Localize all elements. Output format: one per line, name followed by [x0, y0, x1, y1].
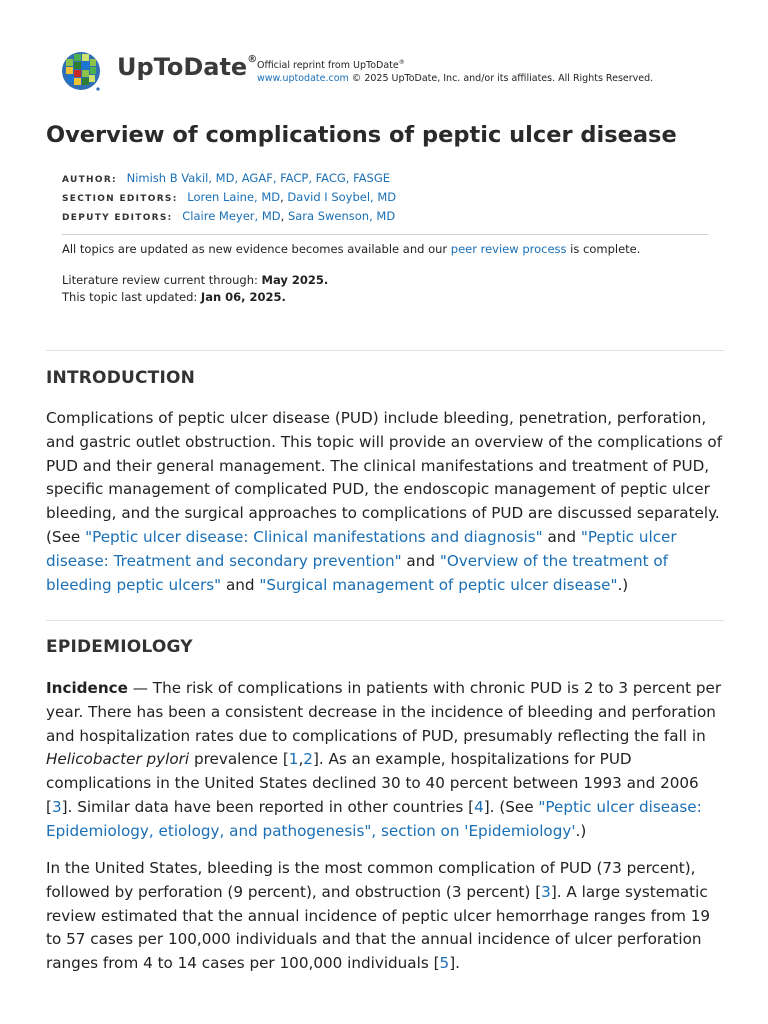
xref-link[interactable]: "Surgical management of peptic ulcer disease" [259, 575, 618, 594]
section-editor-link[interactable]: David I Soybel, MD [287, 190, 397, 204]
complication-rates-paragraph: In the United States, bleeding is the most common complication of PUD (73 percent), followed by perforation (9 percent), and obstruction (3 percent) [3]. A large systematic review estimated that the annual incidence of peptic ulcer hemorrhage ranges from 19 to 57 cases per 100,000 individuals and that the annual incidence of ulcer perforation ranges from 4 to 14 cases per 100,000 individuals [5]. [46, 859, 711, 973]
deputy-editor-link[interactable]: Claire Meyer, MD [182, 209, 281, 223]
section-heading-introduction: INTRODUCTION [46, 368, 196, 388]
section-editor-link[interactable]: Loren Laine, MD [187, 190, 281, 204]
section-editors-label: SECTION EDITORS: [62, 194, 178, 204]
author-link[interactable]: Nimish B Vakil, MD, AGAF, FACP, FACG, FASGE [126, 171, 391, 185]
author-credits [62, 170, 396, 227]
reference-link[interactable]: 4 [474, 797, 484, 816]
xref-link[interactable]: "Overview of the treatment of bleeding peptic ulcers" [46, 551, 669, 594]
reference-link[interactable]: 5 [439, 954, 450, 973]
uptodate-site-link[interactable]: www.uptodate.com [257, 73, 349, 85]
reference-link[interactable]: 3 [541, 882, 551, 901]
introduction-paragraph: Complications of peptic ulcer disease (PUD) include bleeding, penetration, perforation, and gastric outlet obstruction. This topic will provide an overview of the complications of PUD and their general management. The clinical manifestations and treatment of PUD, specific management of complicated PUD, the endoscopic management of peptic ulcer bleeding, and the surgical approaches to complications of PUD are discussed separately. (See "Peptic ulcer disease: Clinical manifestations and diagnosis" and "Peptic ulcer disease: Treatment and secondary prevention" and "Overview of the treatment of bleeding peptic ulcers" and "Surgical management of peptic ulcer disease".) [46, 409, 723, 594]
divider [46, 620, 724, 621]
reference-link[interactable]: 2 [303, 750, 313, 769]
incidence-label: Incidence [46, 679, 128, 697]
deputy-editors-row: DEPUTY EDITORS: Claire Meyer, MD, Sara Swenson, MD [62, 209, 396, 223]
xref-link[interactable]: "Peptic ulcer disease: Clinical manifestations and diagnosis" [85, 527, 543, 546]
review-dates [62, 272, 328, 306]
reprint-notice: Official reprint from UpToDate® www.uptodate.com © 2025 UpToDate, Inc. and/or its affiliates. All Rights Reserved. [257, 59, 654, 85]
brand-name: UpToDate® [117, 53, 258, 81]
incidence-paragraph: Incidence — The risk of complications in patients with chronic PUD is 2 to 3 percent per year. There has been a consistent decrease in the incidence of bleeding and perforation and hospitalization rates due to complications of PUD, presumably reflecting the fall in Helicobacter pylori prevalence [1,2]. As an example, hospitalizations for PUD complications in the United States declined 30 to 40 percent between 1993 and 2006 [3]. Similar data have been reported in other countries [4]. (See "Peptic ulcer disease: Epidemiology, etiology, and pathogenesis", section on 'Epidemiology'.) [46, 679, 722, 840]
section-editors-row: SECTION EDITORS: Loren Laine, MD, David I Soybel, MD [62, 190, 397, 204]
reprint-header [60, 48, 720, 92]
reference-link[interactable]: 1 [288, 750, 299, 769]
xref-link[interactable]: "Peptic ulcer disease: Epidemiology, etiology, and pathogenesis", section on 'Epidemiology' [46, 797, 702, 840]
reference-link[interactable]: 3 [51, 797, 62, 816]
last-updated-date: This topic last updated: Jan 06, 2025. [62, 290, 286, 304]
peer-review-link[interactable]: peer review process [450, 242, 567, 256]
update-note: All topics are updated as new evidence becomes available and our peer review process is complete. [62, 242, 641, 256]
literature-review-date: Literature review current through: May 2025. [62, 273, 329, 287]
divider [46, 350, 724, 351]
author-row [62, 170, 396, 189]
deputy-editor-link[interactable]: Sara Swenson, MD [287, 209, 396, 223]
divider [62, 234, 708, 235]
section-heading-epidemiology: EPIDEMIOLOGY [46, 637, 193, 657]
uptodate-logo-icon [60, 50, 102, 92]
author-label: AUTHOR: [62, 175, 117, 185]
deputy-editors-label: DEPUTY EDITORS: [62, 213, 173, 223]
page-title: Overview of complications of peptic ulcer disease [46, 122, 677, 148]
xref-link[interactable]: "Peptic ulcer disease: Treatment and secondary prevention" [46, 527, 677, 570]
